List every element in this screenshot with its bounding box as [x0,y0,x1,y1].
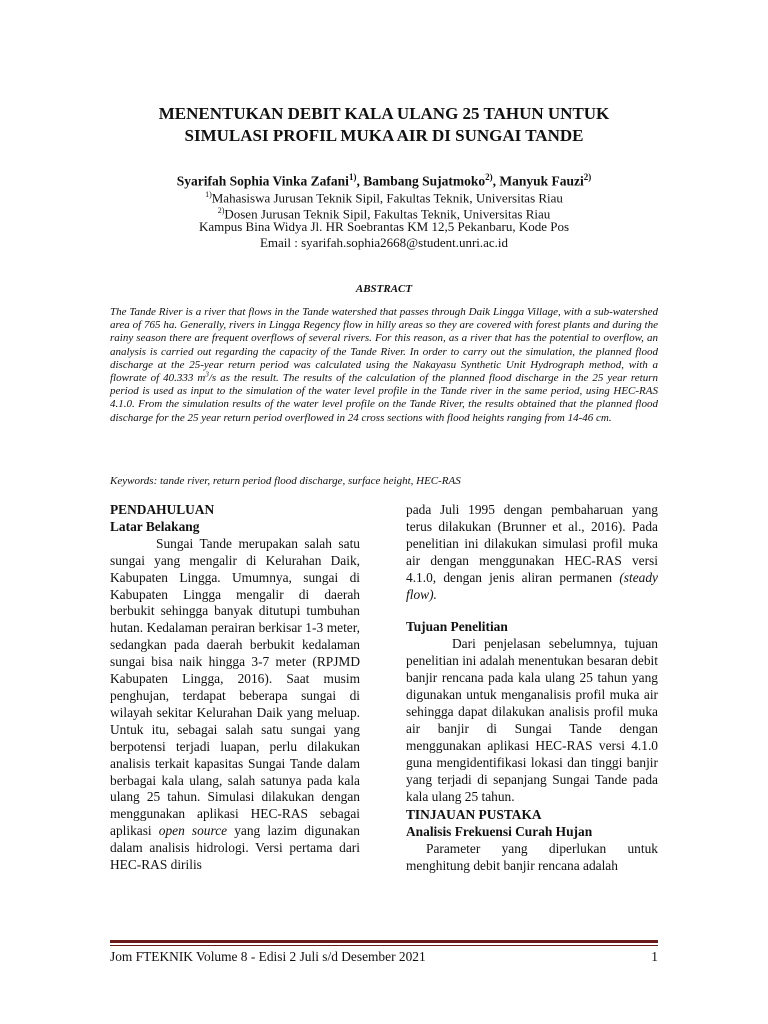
paragraph-text: yang lazim digunakan dalam analisis hidrologi. Versi pertama dari HEC-RAS dirilis [110,823,360,873]
abstract-heading: ABSTRACT [355,283,413,295]
paragraph-italic-term: open source [158,823,228,839]
affiliation-1-text: Mahasiswa Jurusan Teknik Sipil, Fakultas Teknik, Universitas Riau [211,190,563,206]
subsection-heading-tujuan: Tujuan Penelitian [406,619,508,635]
author-1-affiliation-mark: 1) [348,172,357,182]
abstract-body [110,306,658,425]
footer-journal: Jom FTEKNIK Volume 8 - Edisi 2 Juli s/d Desember 2021 [110,949,426,964]
subsection-heading-analisis-frekuensi: Analisis Frekuensi Curah Hujan [406,824,593,840]
abstract-text-part-2: /s as the result. The results of the calculation of the planned flood discharge in the 25 year return period is used as input to the simulation of the water level profile in the Tande river in the same period, using HEC-RAS 4.1.0. From the simulation results of the water level profile on the Tande River, the results obtained that the planned flood discharge for the 25 year return period overflowed in 24 cross sections with flood heights ranging from 14-46 cm. [110,372,658,424]
section-heading-pendahuluan: PENDAHULUAN [110,502,215,517]
spacer [406,603,658,619]
paragraph-italic-term: (steady flow). [406,569,658,602]
paragraph-analisis-frekuensi: Parameter yang diperlukan untuk menghitung debit banjir rencana adalah [406,841,658,874]
contact-email: Email : syarifah.sophia2668@student.unri.ac.id [259,235,509,250]
campus-address: Kampus Bina Widya Jl. HR Soebrantas KM 12,5 Pekanbaru, Kode Pos [198,219,570,234]
left-column [110,502,360,874]
author-3-affiliation-mark: 2) [583,172,592,182]
keywords: Keywords: tande river, return period flood discharge, surface height, HEC-RAS [110,475,461,487]
paragraph-text: pada Juli 1995 dengan pembaharuan yang terus dilakukan (Brunner et al., 2016). Pada penelitian ini dilakukan simulasi profil muka air dengan menggunakan HEC-RAS versi 4.1.0, dengan jenis aliran permanen [406,502,658,585]
footer-rule-thick [110,940,658,943]
title-line-1: MENENTUKAN DEBIT KALA ULANG 25 TAHUN UNTUK [158,104,610,123]
paragraph-continuation [406,502,658,603]
affiliation-2-text: Dosen Jurusan Teknik Sipil, Fakultas Teknik, Universitas Riau [224,206,551,222]
author-2: Bambang Sujatmoko [363,173,486,189]
abstract-superscript: 3 [205,370,209,379]
author-2-affiliation-mark: 2) [485,172,493,182]
author-3: Manyuk Fauzi [499,173,584,189]
author-1: Syarifah Sophia Vinka Zafani [176,173,349,189]
right-column [406,502,658,875]
paragraph-text: Sungai Tande merupakan salah satu sungai yang mengalir di Kelurahan Daik, Kabupaten Lingga. Umumnya, sungai di Kabupaten Lingga mengalir di daerah berbukit sehingga banyak ditutupi tumbuhan hutan. Kedalaman perairan berkisar 1-3 meter, sedangkan pada daerah berbukit kedalaman sungai bisa naik hingga 3-7 meter (RPJMD Kabupaten Lingga, 2016). Saat musim penghujan, terdapat beberapa sungai di wilayah sekitar Kelurahan Daik yang meluap. Untuk itu, sebagai salah satu sungai yang berpotensi terjadi luapan, perlu dilakukan analisis terkait kapasitas Sungai Tande dalam berbagai kala ulang, salah satunya pada kala ulang 25 tahun. Simulasi dilakukan dengan menggunakan aplikasi HEC-RAS sebagai aplikasi [110,535,360,839]
affiliation-2-mark: 2) [217,206,225,215]
author-separator: , [356,173,364,189]
section-heading-tinjauan-pustaka: TINJAUAN PUSTAKA [406,807,542,823]
affiliation-1-mark: 1) [205,190,212,199]
paper-title [100,103,668,147]
paragraph-latar-belakang [110,536,360,874]
paragraph-tujuan: Dari penjelasan sebelumnya, tujuan penelitian ini adalah menentukan besaran debit banjir rencana pada kala ulang 25 tahun yang digunakan untuk menganalisis profil muka air sehingga dapat dilakukan analisis profil muka air banjir di Sungai Tande dengan menggunakan aplikasi HEC-RAS versi 4.1.0 guna mengidentifikasi lokasi dan tinggi banjir yang terjadi di sepanjang Sungai Tande pada kala ulang 25 tahun. [406,636,658,804]
abstract-text-part-1: The Tande River is a river that flows in the Tande watershed that passes through Daik Lingga Village, with a sub-watershed area of 765 ha. Generally, rivers in Lingga Regency flow in hilly areas so they are covered with forest plants and during the rainy season there are frequent overflows of several rivers. For this reason, as a river that has the potential to overflow, an analysis is carried out regarding the capacity of the Tande River. In order to carry out the simulation, the planned flood discharge at the 25-year return period was calculated using the Nakayasu Synthetic Unit Hydrograph method, with a flowrate of 40.333 m [110,306,658,385]
footer-rule-thin [110,945,658,946]
title-line-2: SIMULASI PROFIL MUKA AIR DI SUNGAI TANDE [184,126,584,145]
page-number: 1 [651,949,658,964]
subsection-heading-latar-belakang: Latar Belakang [110,518,200,534]
author-separator: , [492,173,500,189]
